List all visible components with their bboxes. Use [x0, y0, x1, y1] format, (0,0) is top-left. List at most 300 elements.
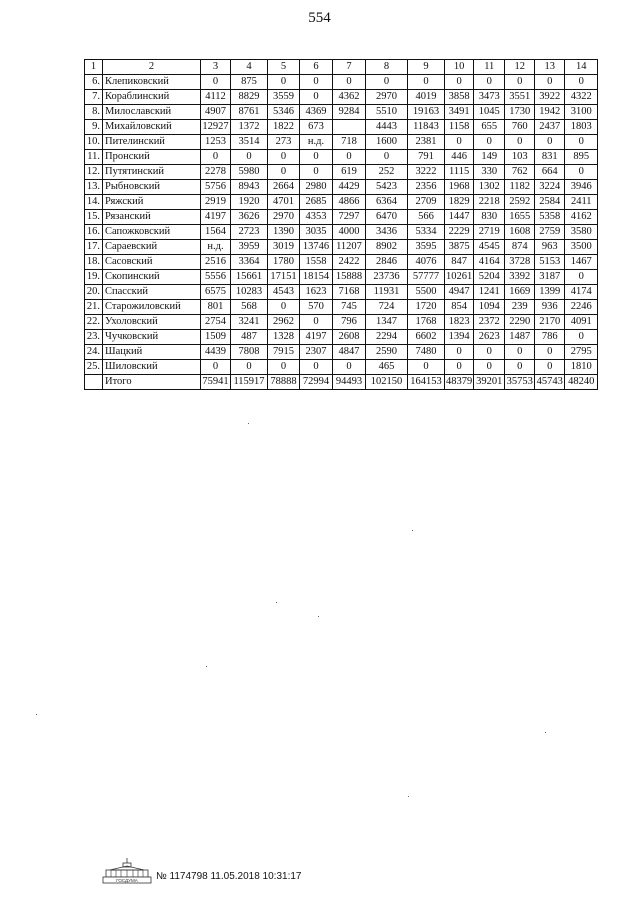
value-cell: 3580: [565, 225, 598, 240]
value-cell: 7808: [231, 345, 268, 360]
district-name-cell: Сапожковский: [103, 225, 201, 240]
value-cell: 2278: [201, 165, 231, 180]
value-cell: 330: [474, 165, 505, 180]
district-name-cell: Чучковский: [103, 330, 201, 345]
value-cell: 875: [231, 75, 268, 90]
value-cell: 0: [565, 135, 598, 150]
value-cell: 0: [445, 360, 474, 375]
value-cell: 18154: [300, 270, 333, 285]
value-cell: 239: [505, 300, 535, 315]
value-cell: 1241: [474, 285, 505, 300]
value-cell: 23736: [366, 270, 408, 285]
value-cell: 718: [333, 135, 366, 150]
value-cell: 796: [333, 315, 366, 330]
district-name-cell: Спасский: [103, 285, 201, 300]
value-cell: 0: [268, 150, 300, 165]
value-cell: 0: [231, 150, 268, 165]
value-cell: 0: [445, 135, 474, 150]
scan-speck: [545, 732, 546, 733]
value-cell: 2356: [408, 180, 445, 195]
value-cell: 0: [408, 75, 445, 90]
value-cell: 2381: [408, 135, 445, 150]
district-name-cell: Рыбновский: [103, 180, 201, 195]
column-header: 14: [565, 60, 598, 75]
value-cell: 8761: [231, 105, 268, 120]
value-cell: 3222: [408, 165, 445, 180]
value-cell: 465: [366, 360, 408, 375]
value-cell: 3946: [565, 180, 598, 195]
district-name-cell: Старожиловский: [103, 300, 201, 315]
value-cell: 1558: [300, 255, 333, 270]
value-cell: 4369: [300, 105, 333, 120]
table-row: [85, 105, 598, 120]
value-cell: 94493: [333, 375, 366, 390]
value-cell: 1968: [445, 180, 474, 195]
value-cell: 3187: [535, 270, 565, 285]
value-cell: 6575: [201, 285, 231, 300]
row-index-cell: 16.: [85, 225, 103, 240]
table-row: [85, 195, 598, 210]
column-header: 12: [505, 60, 535, 75]
value-cell: 854: [445, 300, 474, 315]
value-cell: 4701: [268, 195, 300, 210]
value-cell: 5556: [201, 270, 231, 285]
value-cell: 1302: [474, 180, 505, 195]
district-name-cell: Кораблинский: [103, 90, 201, 105]
row-index-cell: 7.: [85, 90, 103, 105]
value-cell: 3473: [474, 90, 505, 105]
value-cell: 0: [333, 75, 366, 90]
value-cell: 1720: [408, 300, 445, 315]
value-cell: 619: [333, 165, 366, 180]
value-cell: 2980: [300, 180, 333, 195]
value-cell: 2592: [505, 195, 535, 210]
value-cell: 149: [474, 150, 505, 165]
value-cell: 0: [268, 360, 300, 375]
value-cell: 7297: [333, 210, 366, 225]
value-cell: 568: [231, 300, 268, 315]
value-cell: 1394: [445, 330, 474, 345]
column-header: 2: [103, 60, 201, 75]
value-cell: 4543: [268, 285, 300, 300]
value-cell: 0: [201, 75, 231, 90]
value-cell: 673: [300, 120, 333, 135]
value-cell: 4947: [445, 285, 474, 300]
row-index-cell: 24.: [85, 345, 103, 360]
row-index-cell: 11.: [85, 150, 103, 165]
value-cell: 3436: [366, 225, 408, 240]
value-cell: 15661: [231, 270, 268, 285]
column-header: 4: [231, 60, 268, 75]
value-cell: 1669: [505, 285, 535, 300]
value-cell: 4076: [408, 255, 445, 270]
value-cell: 0: [505, 135, 535, 150]
value-cell: 1600: [366, 135, 408, 150]
value-cell: 4907: [201, 105, 231, 120]
column-header: 13: [535, 60, 565, 75]
value-cell: 3491: [445, 105, 474, 120]
value-cell: 801: [201, 300, 231, 315]
value-cell: 5334: [408, 225, 445, 240]
value-cell: 2709: [408, 195, 445, 210]
value-cell: 5358: [535, 210, 565, 225]
value-cell: 1829: [445, 195, 474, 210]
district-name-cell: Ряжский: [103, 195, 201, 210]
district-name-cell: Путятинский: [103, 165, 201, 180]
value-cell: 1822: [268, 120, 300, 135]
district-name-cell: Сараевский: [103, 240, 201, 255]
value-cell: 0: [201, 360, 231, 375]
value-cell: 3100: [565, 105, 598, 120]
value-cell: 760: [505, 120, 535, 135]
value-cell: 2608: [333, 330, 366, 345]
value-cell: 4439: [201, 345, 231, 360]
value-cell: 0: [366, 75, 408, 90]
value-cell: 35753: [505, 375, 535, 390]
value-cell: 1447: [445, 210, 474, 225]
value-cell: 1045: [474, 105, 505, 120]
value-cell: 2754: [201, 315, 231, 330]
scan-speck: [276, 602, 277, 603]
value-cell: 4112: [201, 90, 231, 105]
value-cell: 3514: [231, 135, 268, 150]
value-cell: 3959: [231, 240, 268, 255]
value-cell: 4174: [565, 285, 598, 300]
value-cell: 4362: [333, 90, 366, 105]
value-cell: 0: [565, 75, 598, 90]
value-cell: 1803: [565, 120, 598, 135]
value-cell: 4866: [333, 195, 366, 210]
value-cell: 664: [535, 165, 565, 180]
column-header: 7: [333, 60, 366, 75]
district-name-cell: Шацкий: [103, 345, 201, 360]
value-cell: 4162: [565, 210, 598, 225]
value-cell: 0: [300, 360, 333, 375]
value-cell: 1158: [445, 120, 474, 135]
value-cell: 0: [474, 345, 505, 360]
table-row: [85, 270, 598, 285]
value-cell: 1467: [565, 255, 598, 270]
row-index-cell: 8.: [85, 105, 103, 120]
value-cell: 0: [505, 360, 535, 375]
value-cell: 570: [300, 300, 333, 315]
scan-speck: [318, 616, 319, 617]
value-cell: 164153: [408, 375, 445, 390]
value-cell: 2516: [201, 255, 231, 270]
value-cell: 3922: [535, 90, 565, 105]
value-cell: 5153: [535, 255, 565, 270]
value-cell: 2218: [474, 195, 505, 210]
value-cell: 3559: [268, 90, 300, 105]
value-cell: 12927: [201, 120, 231, 135]
value-cell: 3224: [535, 180, 565, 195]
value-cell: 2723: [231, 225, 268, 240]
district-name-cell: Клепиковский: [103, 75, 201, 90]
value-cell: 1253: [201, 135, 231, 150]
value-cell: 2584: [535, 195, 565, 210]
district-name-cell: Михайловский: [103, 120, 201, 135]
value-cell: 5510: [366, 105, 408, 120]
value-cell: 2759: [535, 225, 565, 240]
value-cell: 6470: [366, 210, 408, 225]
value-cell: 0: [565, 165, 598, 180]
row-index-cell: 23.: [85, 330, 103, 345]
value-cell: 2307: [300, 345, 333, 360]
value-cell: 2294: [366, 330, 408, 345]
value-cell: 2962: [268, 315, 300, 330]
value-cell: 2664: [268, 180, 300, 195]
value-cell: 4000: [333, 225, 366, 240]
row-index-cell: 6.: [85, 75, 103, 90]
value-cell: 5500: [408, 285, 445, 300]
value-cell: 830: [474, 210, 505, 225]
scan-speck: [408, 796, 409, 797]
value-cell: 4019: [408, 90, 445, 105]
building-logo-icon: [102, 857, 152, 885]
district-name-cell: Ухоловский: [103, 315, 201, 330]
value-cell: 0: [300, 165, 333, 180]
value-cell: 7915: [268, 345, 300, 360]
value-cell: 3500: [565, 240, 598, 255]
value-cell: 1509: [201, 330, 231, 345]
row-index-cell: 18.: [85, 255, 103, 270]
value-cell: 103: [505, 150, 535, 165]
value-cell: н.д.: [300, 135, 333, 150]
value-cell: 1372: [231, 120, 268, 135]
column-header: 9: [408, 60, 445, 75]
row-index-cell: 9.: [85, 120, 103, 135]
value-cell: 3875: [445, 240, 474, 255]
value-cell: 57777: [408, 270, 445, 285]
footer: [102, 857, 362, 887]
registration-stamp: № 1174798 11.05.2018 10:31:17: [156, 871, 302, 882]
value-cell: 3626: [231, 210, 268, 225]
value-cell: 4164: [474, 255, 505, 270]
value-cell: 1328: [268, 330, 300, 345]
value-cell: 48240: [565, 375, 598, 390]
value-cell: 4353: [300, 210, 333, 225]
value-cell: 11931: [366, 285, 408, 300]
row-index-cell: 17.: [85, 240, 103, 255]
value-cell: 11207: [333, 240, 366, 255]
value-cell: 1608: [505, 225, 535, 240]
table-row: [85, 75, 598, 90]
row-index-cell: 15.: [85, 210, 103, 225]
value-cell: 655: [474, 120, 505, 135]
value-cell: 2290: [505, 315, 535, 330]
value-cell: 0: [300, 90, 333, 105]
value-cell: 5204: [474, 270, 505, 285]
scan-speck: [36, 714, 37, 715]
value-cell: 102150: [366, 375, 408, 390]
value-cell: 1623: [300, 285, 333, 300]
value-cell: 0: [333, 360, 366, 375]
value-cell: 3728: [505, 255, 535, 270]
table-row: [85, 165, 598, 180]
value-cell: 3019: [268, 240, 300, 255]
value-cell: 0: [268, 300, 300, 315]
district-name-cell: Пронский: [103, 150, 201, 165]
column-header: 5: [268, 60, 300, 75]
row-index-cell: 25.: [85, 360, 103, 375]
value-cell: 0: [300, 75, 333, 90]
value-cell: 0: [474, 360, 505, 375]
table-row: [85, 90, 598, 105]
value-cell: 847: [445, 255, 474, 270]
row-index-cell: 22.: [85, 315, 103, 330]
column-header: 1: [85, 60, 103, 75]
value-cell: 1564: [201, 225, 231, 240]
row-index-cell: 13.: [85, 180, 103, 195]
value-cell: 3392: [505, 270, 535, 285]
value-cell: 0: [201, 150, 231, 165]
value-cell: 1942: [535, 105, 565, 120]
value-cell: 2422: [333, 255, 366, 270]
value-cell: 745: [333, 300, 366, 315]
table-row: [85, 300, 598, 315]
value-cell: 0: [408, 360, 445, 375]
value-cell: 6364: [366, 195, 408, 210]
value-cell: 4197: [300, 330, 333, 345]
value-cell: 5346: [268, 105, 300, 120]
value-cell: 446: [445, 150, 474, 165]
value-cell: 0: [474, 135, 505, 150]
district-name-cell: Милославский: [103, 105, 201, 120]
table-row: [85, 240, 598, 255]
value-cell: 1487: [505, 330, 535, 345]
value-cell: 9284: [333, 105, 366, 120]
value-cell: 8829: [231, 90, 268, 105]
column-header: 6: [300, 60, 333, 75]
table-row: [85, 285, 598, 300]
table-row: [85, 120, 598, 135]
value-cell: 2719: [474, 225, 505, 240]
value-cell: 19163: [408, 105, 445, 120]
row-index-cell: 10.: [85, 135, 103, 150]
value-cell: 3364: [231, 255, 268, 270]
value-cell: 6602: [408, 330, 445, 345]
value-cell: 1115: [445, 165, 474, 180]
value-cell: 791: [408, 150, 445, 165]
value-cell: 4443: [366, 120, 408, 135]
value-cell: 831: [535, 150, 565, 165]
value-cell: 2970: [366, 90, 408, 105]
value-cell: 0: [505, 345, 535, 360]
value-cell: 724: [366, 300, 408, 315]
district-name-cell: Скопинский: [103, 270, 201, 285]
value-cell: 4429: [333, 180, 366, 195]
value-cell: 8902: [366, 240, 408, 255]
value-cell: 566: [408, 210, 445, 225]
value-cell: 39201: [474, 375, 505, 390]
row-index-cell: 19.: [85, 270, 103, 285]
value-cell: 75941: [201, 375, 231, 390]
value-cell: 786: [535, 330, 565, 345]
table-row: [85, 180, 598, 195]
value-cell: 1823: [445, 315, 474, 330]
value-cell: 2919: [201, 195, 231, 210]
value-cell: 0: [535, 135, 565, 150]
value-cell: 4322: [565, 90, 598, 105]
value-cell: 2795: [565, 345, 598, 360]
value-cell: 5756: [201, 180, 231, 195]
value-cell: 8943: [231, 180, 268, 195]
value-cell: 0: [333, 150, 366, 165]
value-cell: 963: [535, 240, 565, 255]
value-cell: 4545: [474, 240, 505, 255]
value-cell: 1780: [268, 255, 300, 270]
row-index-cell: 21.: [85, 300, 103, 315]
header-row: [85, 60, 598, 75]
row-index-cell: [85, 375, 103, 390]
value-cell: 2170: [535, 315, 565, 330]
value-cell: 762: [505, 165, 535, 180]
value-cell: 10261: [445, 270, 474, 285]
value-cell: 1810: [565, 360, 598, 375]
value-cell: 3551: [505, 90, 535, 105]
value-cell: 2685: [300, 195, 333, 210]
value-cell: 2246: [565, 300, 598, 315]
row-index-cell: 14.: [85, 195, 103, 210]
scan-speck: [248, 423, 249, 424]
value-cell: 1094: [474, 300, 505, 315]
value-cell: 11843: [408, 120, 445, 135]
column-header: 10: [445, 60, 474, 75]
value-cell: 487: [231, 330, 268, 345]
value-cell: 2411: [565, 195, 598, 210]
value-cell: 0: [300, 315, 333, 330]
value-cell: 4847: [333, 345, 366, 360]
table-row: [85, 150, 598, 165]
value-cell: н.д.: [201, 240, 231, 255]
value-cell: 2623: [474, 330, 505, 345]
value-cell: 2846: [366, 255, 408, 270]
data-table: [84, 59, 598, 390]
value-cell: 4091: [565, 315, 598, 330]
value-cell: [333, 120, 366, 135]
value-cell: 1730: [505, 105, 535, 120]
value-cell: 0: [565, 270, 598, 285]
value-cell: 1655: [505, 210, 535, 225]
value-cell: 895: [565, 150, 598, 165]
value-cell: 0: [474, 75, 505, 90]
value-cell: 3241: [231, 315, 268, 330]
value-cell: 15888: [333, 270, 366, 285]
value-cell: 13746: [300, 240, 333, 255]
value-cell: 1182: [505, 180, 535, 195]
value-cell: 10283: [231, 285, 268, 300]
value-cell: 874: [505, 240, 535, 255]
value-cell: 2229: [445, 225, 474, 240]
value-cell: 2970: [268, 210, 300, 225]
value-cell: 3035: [300, 225, 333, 240]
value-cell: 78888: [268, 375, 300, 390]
scan-speck: [206, 666, 207, 667]
value-cell: 3858: [445, 90, 474, 105]
value-cell: 2590: [366, 345, 408, 360]
value-cell: 7480: [408, 345, 445, 360]
table-row: [85, 210, 598, 225]
value-cell: 0: [231, 360, 268, 375]
value-cell: 72994: [300, 375, 333, 390]
value-cell: 0: [268, 75, 300, 90]
district-name-cell: Шиловский: [103, 360, 201, 375]
column-header: 3: [201, 60, 231, 75]
value-cell: 0: [535, 345, 565, 360]
row-index-cell: 12.: [85, 165, 103, 180]
value-cell: 0: [505, 75, 535, 90]
value-cell: 0: [445, 75, 474, 90]
